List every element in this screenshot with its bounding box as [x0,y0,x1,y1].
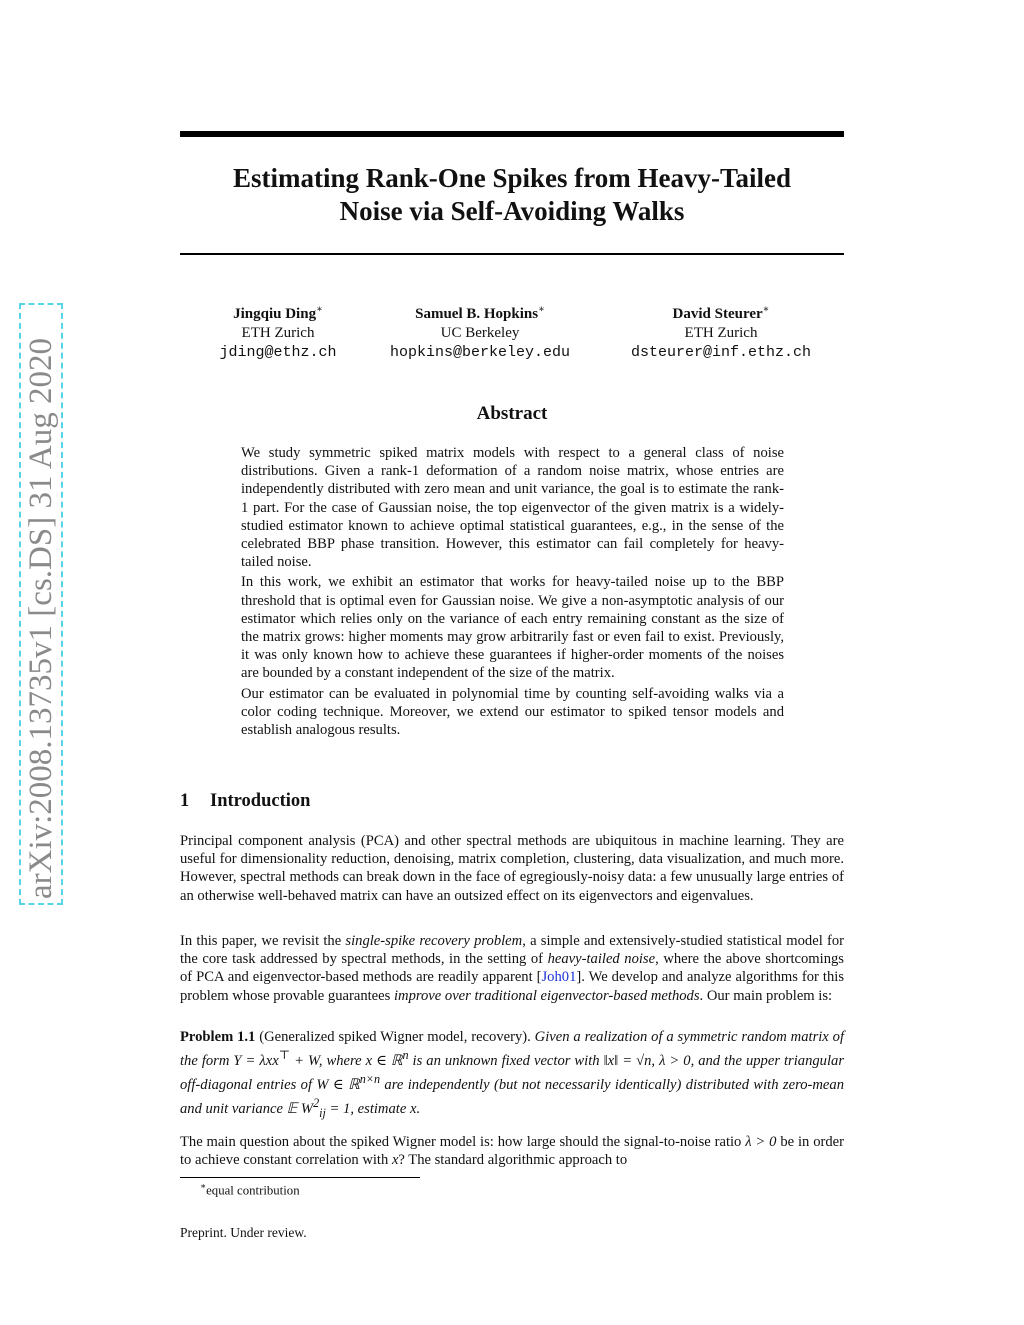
author-name: Samuel B. Hopkins∗ [415,304,545,322]
author-block [608,300,834,362]
intro-paragraph-3: The main question about the spiked Wigner model is: how large should the signal-to-noise ratio λ > 0 be in order to achieve constant correlation with x? The standard algorithmic approach to [180,1134,844,1169]
footnote: ∗equal contribution [200,1181,300,1198]
title-top-rule [180,131,844,137]
author-block [194,300,362,362]
author-email: dsteurer@inf.ethz.ch [630,344,812,361]
paper-title-line-2: Noise via Self-Avoiding Walks [339,196,685,226]
author-name: Jingqiu Ding∗ [233,304,323,322]
author-email: jding@ethz.ch [219,344,337,361]
intro-paragraph-1: Principal component analysis (PCA) and other spectral methods are ubiquitous in machine learning. They are useful for dimensionality reduction, denoising, matrix completion, clustering, data visualization, and much more. However, spectral methods can break down in the face of egregiously-noisy data: a few unusually large entries of an otherwise well-behaved matrix can have an outsized effect on its eigenvectors and eigenvalues. [180,833,844,904]
section-heading [180,791,310,812]
abstract-paragraph: We study symmetric spiked matrix models with respect to a general class of noise distributions. Given a rank-1 deformation of a random noise matrix, whose entries are independently distributed with zero mean and unit variance, the goal is to estimate the rank-1 part. For the case of Gaussian noise, the top eigenvector of the given matrix is a widely-studied estimator known to achieve optimal statistical guarantees, e.g., in the sense of the celebrated BBP phase transition. However, this estimator can fail completely for heavy-tailed noise. [241,445,784,571]
abstract-paragraph: In this work, we exhibit an estimator that works for heavy-tailed noise up to the BBP threshold that is optimal even for Gaussian noise. We give a non-asymptotic analysis of our estimator which relies only on the variance of each entry remaining constant as the size of the matrix grows: higher moments may grow arbitrarily fast or even fail to exist. Previously, it was only known how to achieve these guarantees if higher-order moments of the noises are bounded by a constant independent of the size of the matrix. [241,574,784,682]
intro-paragraph-2: In this paper, we revisit the single-spike recovery problem, a simple and extensively-studied statistical model for the core task addressed by spectral methods, in the setting of heavy-tailed noise, where the above shortcomings of PCA and eigenvector-based methods are readily apparent [Joh01]. We develop and analyze algorithms for this problem whose provable guarantees improve over traditional eigenvector-based methods. Our main problem is: [180,933,844,1004]
problem-statement: Problem 1.1 (Generalized spiked Wigner model, recovery). Given a realization of a symmetric random matrix of the form Y = λxx⊤ + W, where x ∈ ℝ$^n$ is an unknown fixed vector with ‖x‖ = √n, λ > 0, and the upper triangular off-diagonal entries of W ∈ ℝ$^{n\times n}$ are independently (but not necessarily identically) distributed with zero-mean and unit variance 𝔼 $W^2_{ij} = 1$, estimate x. [180,1029,845,1121]
paper-title [180,162,844,228]
problem-label: Problem 1.1 [180,1029,256,1045]
arxiv-side-stamp: arXiv:2008.13735v1 [cs.DS] 31 Aug 2020 [19,303,63,905]
section-number: 1 [180,791,190,811]
author-email: hopkins@berkeley.edu [389,344,571,361]
title-bottom-rule [180,253,844,255]
preprint-footer: Preprint. Under review. [180,1225,307,1240]
citation-link[interactable]: Joh01 [541,969,577,986]
footnote-rule [180,1177,420,1178]
abstract-heading: Abstract [476,403,548,424]
author-affiliation: ETH Zurich [684,325,758,341]
abstract-paragraph: Our estimator can be evaluated in polynomial time by counting self-avoiding walks via a color coding technique. Moreover, we extend our estimator to spiked tensor models and establish analogous results. [241,685,784,739]
section-title: Introduction [210,791,311,811]
author-affiliation: ETH Zurich [241,325,315,341]
author-block [367,300,593,362]
paper-title-line-1: Estimating Rank-One Spikes from Heavy-Tailed [232,163,792,193]
author-name: David Steurer∗ [672,304,770,322]
abstract-body [241,444,784,741]
author-affiliation: UC Berkeley [440,325,520,341]
